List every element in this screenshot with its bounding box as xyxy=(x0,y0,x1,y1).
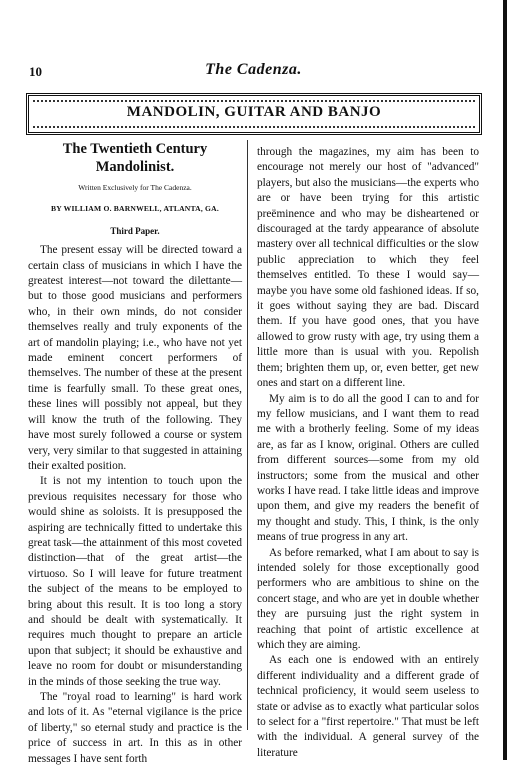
right-column xyxy=(257,145,479,761)
paragraph: As before remarked, what I am about to say is intended solely for those exceptionally good performers who are ambitious to shine on the concert stage, and who are yet in double whether they are pursuing just the right system in reaching that point of artistic excellence at which they are aiming. xyxy=(257,546,479,651)
page-number: 10 xyxy=(29,64,42,79)
article-subtitle: Written Exclusively for The Cadenza. xyxy=(78,183,192,192)
article-part: Third Paper. xyxy=(110,225,160,236)
article-title: The Twentieth Century Mandolinist. xyxy=(62,141,208,175)
left-column xyxy=(28,140,242,767)
paragraph: My aim is to do all the good I can to and for my fellow musicians, and I want them to read me with a brotherly feeling. Some of my ideas are, as far as I know, original. Others are culled from different sources—some from my old instructors; some from the musical and other works I have read. I take little ideas and improve upon them, and give my readers the benefit of my thought and study. This, I think, is the only means of true progress in any art. xyxy=(257,392,479,544)
section-title: MANDOLIN, GUITAR AND BANJO xyxy=(126,104,382,120)
paragraph: It is not my intention to touch upon the previous requisites necessary for those who would shine as soloists. It is presupposed the aspiring are technically fitted to undertake this great task—the attainment of this most coveted distinction—that of the great artist—the virtuoso. So I will leave for future treatment the subject of the means to be employed to bring about this result. It is too long a story and should be dealt with systematically. It requires much thought to prepare an article upon that subject; it should be exhaustive and leave no room for doubt or misunderstanding in the minds of those seeking the true way. xyxy=(28,475,242,688)
column-divider xyxy=(247,140,248,730)
running-title: The Cadenza. xyxy=(205,61,302,78)
paragraph: The "royal road to learning" is hard work and lots of it. As "eternal vigilance is the price of liberty," so eternal study and practice is the price of success in art. In this as in other messages I have sent forth xyxy=(28,691,242,765)
paragraph: As each one is endowed with an entirely different individuality and a different grade of technical proficiency, it would seem useless to state or advise as to exactly what particular solos to select for a "first repertoire." That must be left with the individual. A general survey of the literature xyxy=(257,654,479,759)
paragraph: The present essay will be directed toward a certain class of musicians in which I have the greatest interest—not toward the dilettante—but to those good musicians and performers who, in their own minds, do not consider themselves really and truly exponents of the art of mandolin playing; i.e., who have not yet made eminent concert performers of themselves. The number of these at the present time is fearfully small. To these great ones, these lines will possibly not appeal, but they will know the truth of the following. They have most surely followed a course or system very, very similar to that suggested in attaining their exalted position. xyxy=(28,244,242,472)
section-banner xyxy=(26,93,482,135)
paragraph-continuation: through the magazines, my aim has been to encourage not merely our host of "advanced" players, but also the musicians—the experts who are or have been trying for this artistic preëminence and who may be disheartened or discouraged at the tardy appearance of absolute mastery over all technical difficulties or the slow public appreciation to which they feel themselves entitled. To these I would say—maybe you have some old fashioned ideas. If so, it goes without saying they are bad. Discard them. If you have good ones, that you have allowed to grow rusty with age, try using them a little more than is usual with you. Repolish them; brighten them up, or, even better, get new ones and start on a different line. xyxy=(257,146,479,390)
scan-edge xyxy=(503,0,507,760)
article-byline: BY WILLIAM O. BARNWELL, ATLANTA, GA. xyxy=(51,204,219,214)
